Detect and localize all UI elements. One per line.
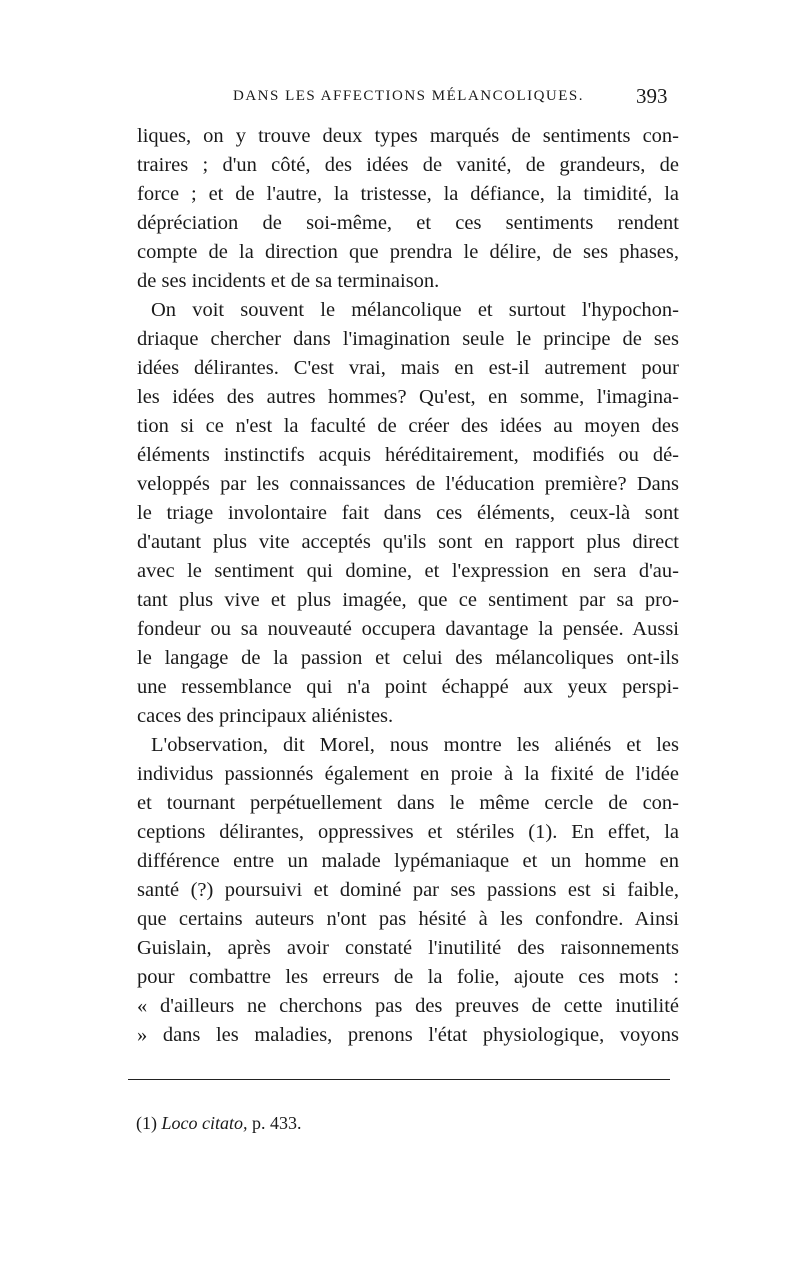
- running-head-title: DANS LES AFFECTIONS MÉLANCOLIQUES.: [233, 88, 585, 104]
- text-line: « d'ailleurs ne cherchons pas des preuves de cette inutilité: [137, 995, 679, 1017]
- text-line: et tournant perpétuellement dans le même cercle de con-: [137, 792, 679, 814]
- text-line: de ses incidents et de sa terminaison.: [137, 270, 440, 292]
- footnote-page: p. 433.: [252, 1113, 302, 1133]
- footnote-source: Loco citato,: [161, 1113, 248, 1133]
- text-line: Guislain, après avoir constaté l'inutilité des raisonnements: [137, 937, 679, 959]
- text-line: santé (?) poursuivi et dominé par ses passions est si faible,: [137, 879, 679, 901]
- paragraph-start-line: L'observation, dit Morel, nous montre les aliénés et les: [151, 734, 679, 756]
- text-line: veloppés par les connaissances de l'éducation première? Dans: [137, 473, 679, 495]
- text-line: que certains auteurs n'ont pas hésité à les confondre. Ainsi: [137, 908, 679, 930]
- text-line: fondeur ou sa nouveauté occupera davantage la pensée. Aussi: [137, 618, 679, 640]
- text-line: dépréciation de soi-même, et ces sentiments rendent: [137, 212, 679, 234]
- text-line: pour combattre les erreurs de la folie, ajoute ces mots :: [137, 966, 679, 988]
- text-line: » dans les maladies, prenons l'état physiologique, voyons: [137, 1024, 679, 1046]
- text-line: d'autant plus vite acceptés qu'ils sont en rapport plus direct: [137, 531, 679, 553]
- body-text: [137, 122, 679, 1050]
- text-line: les idées des autres hommes? Qu'est, en somme, l'imagina-: [137, 386, 679, 408]
- text-line: éléments instinctifs acquis héréditairement, modifiés ou dé-: [137, 444, 679, 466]
- text-line: tant plus vive et plus imagée, que ce sentiment par sa pro-: [137, 589, 679, 611]
- footnote: [136, 1113, 302, 1134]
- text-line: individus passionnés également en proie à la fixité de l'idée: [137, 763, 679, 785]
- text-line: caces des principaux aliénistes.: [137, 705, 394, 727]
- text-line: traires ; d'un côté, des idées de vanité, de grandeurs, de: [137, 154, 679, 176]
- text-line: idées délirantes. C'est vrai, mais en est-il autrement pour: [137, 357, 679, 379]
- text-line: le langage de la passion et celui des mélancoliques ont-ils: [137, 647, 679, 669]
- text-line: force ; et de l'autre, la tristesse, la défiance, la timidité, la: [137, 183, 679, 205]
- text-line: différence entre un malade lypémaniaque et un homme en: [137, 850, 679, 872]
- footnote-marker: (1): [136, 1113, 157, 1133]
- text-line: ceptions délirantes, oppressives et stériles (1). En effet, la: [137, 821, 679, 843]
- text-line: driaque chercher dans l'imagination seule le principe de ses: [137, 328, 679, 350]
- text-line: compte de la direction que prendra le délire, de ses phases,: [137, 241, 679, 263]
- running-header: [0, 84, 800, 118]
- text-line: le triage involontaire fait dans ces éléments, ceux-là sont: [137, 502, 679, 524]
- text-line: liques, on y trouve deux types marqués de sentiments con-: [137, 125, 679, 147]
- text-line: avec le sentiment qui domine, et l'expression en sera d'au-: [137, 560, 679, 582]
- paragraph-start-line: On voit souvent le mélancolique et surtout l'hypochon-: [151, 299, 679, 321]
- footnote-divider: [128, 1079, 670, 1080]
- page-number: 393: [636, 84, 668, 108]
- text-line: tion si ce n'est la faculté de créer des idées au moyen des: [137, 415, 679, 437]
- text-line: une ressemblance qui n'a point échappé aux yeux perspi-: [137, 676, 679, 698]
